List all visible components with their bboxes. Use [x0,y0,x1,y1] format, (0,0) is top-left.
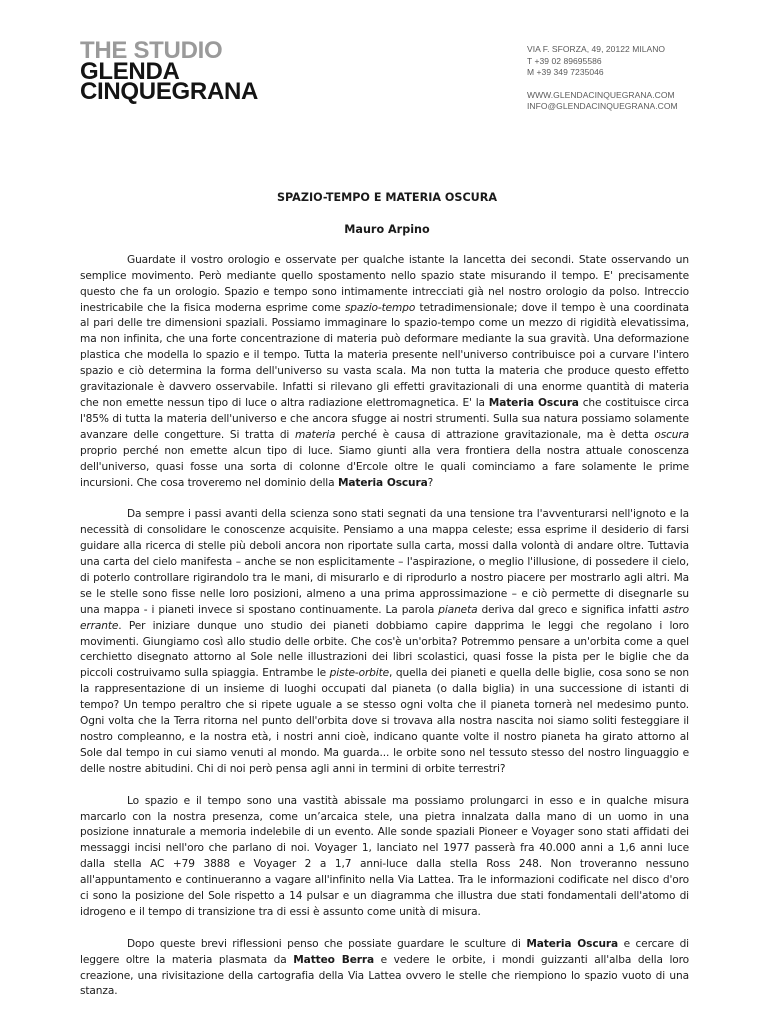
emphasis-bold: Materia Oscura [488,396,579,409]
paragraph-text: Da sempre i passi avanti della scienza sono stati segnati da una tensione tra l'avventurarsi nell'ignoto e la necessità di consolidare le conoscenze acquisite. Pensiamo a una mappa celeste; essa esprime il desiderio di farsi guidare alla ricerca di stelle più deboli ancora non riportate sulla carta, mossi dalla volontà di andare oltre. Tuttavia una carta del cielo manifesta – anche se non esplicitamente – l'aspirazione, o meglio l'illusione, di possedere il cielo, di poterlo controllare rigirandolo tra le mani, di misurarlo e di riprodurlo a nostro piacere per mostrarlo agli altri. Ma se le stelle sono fisse nelle loro posizioni, almeno a una prima approssimazione – e ciò permette di disegnarle su una mappa - i pianeti invece si spostano continuamente. La parola [80,508,689,616]
article-body [80,253,689,1001]
letterhead [0,0,768,120]
emphasis-bold: Materia Oscura [526,937,619,950]
emphasis-italic: materia [294,428,336,441]
emphasis-bold: Matteo Berra [293,953,374,966]
contact-block [527,44,678,113]
paragraph-text: perché è causa di attrazione gravitazionale, ma è detta [335,428,655,441]
paragraph-text: che costituisce circa l'85% di tutta la materia dell'universo e che ancora sfugge ai nostri strumenti. Sulla sua natura possiamo solamente avanzare delle congetture. Si tratta di [80,396,689,441]
article-paragraph [80,507,689,777]
article [80,190,689,1016]
contact-address: VIA F. SFORZA, 49, 20122 MILANO [527,44,666,54]
studio-logo [80,37,259,105]
article-paragraph [80,937,689,1001]
paragraph-text: Lo spazio e il tempo sono una vastità abissale ma possiamo prolungarci in esso e in qualche misura marcarlo con la nostra presenza, come un’arcaica stele, una pietra innalzata dalla mano di un uomo in una posizione innaturale a memoria indelebile di un evento. Alle sonde spaziali Pioneer e Voyager sono stati affidati dei messaggi incisi nell'oro che parlano di noi. Voyager 1, lanciato nel 1977 passerà fra 40.000 anni a 1,6 anni luce dalla stella AC +79 3888 e Voyager 2 a 1,7 anni-luce dalla stella Ross 248. Non troveranno nessuno all'appuntamento e continueranno a vagare all'infinito nella Via Lattea. Tra le informazioni codificate nel disco d'oro ci sono la posizione del Sole rispetto a 14 pulsar e un diagramma che illustra due stati fondamentali dell'atomo di idrogeno e il tempo di transizione tra di essi è assunto come unità di misura. [80,794,689,918]
paragraph-text: e vedere le orbite, i mondi guizzanti all'alba della loro creazione, una rivisitazione della cartografia della Via Lattea ovvero le stelle che riempiono lo spazio vuoto di una stanza. [80,953,689,998]
emphasis-italic: piste-orbite [329,667,390,680]
emphasis-bold: Materia Oscura [337,476,428,489]
paragraph-text: , quella dei pianeti e quella delle biglie, cosa sono se non la rappresentazione di un insieme di luoghi occupati dal pianeta (o dalla biglia) in una successione di istanti di tempo? Un tempo peraltro che si ripete uguale a se stesso ogni volta che il pianeta tornerà nel medesimo punto. Ogni volta che la Terra ritorna nel punto dell'orbita dove si trovava alla nostra nascita noi siamo soliti festeggiare il nostro compleanno, e la nostra età, i nostri anni cioè, indicano quante volte il nostro pianeta ha girato attorno al Sole dal tempo in cui siamo venuti al mondo. Ma guarda... le orbite sono nel tessuto stesso del nostro linguaggio e delle nostre abitudini. Chi di noi però pensa agli anni in termini di orbite terrestri? [80,667,689,775]
article-author: Mauro Arpino [344,222,430,236]
logo-line-glenda: GLENDA [80,57,180,85]
logo-line-the-studio: THE STUDIO [80,37,223,64]
contact-spacer [527,79,678,90]
paragraph-text: proprio perché non emette alcun tipo di luce. Siamo giunti alla vera frontiera della nostra attuale conoscenza dell'universo, quasi fosse una sorta di colonne d'Ercole oltre le quali cominciamo a fare solamente le prime incursioni. Che cosa troveremo nel dominio della [80,444,689,489]
emphasis-italic: astro errante [80,603,689,632]
logo-line-cinquegrana: CINQUEGRANA [80,78,259,105]
article-paragraph [80,253,689,492]
article-title: SPAZIO-TEMPO E MATERIA OSCURA [276,191,498,204]
paragraph-text: deriva dal greco e significa infatti [477,603,663,616]
emphasis-italic: oscura [654,428,689,441]
paragraph-text: Dopo queste brevi riflessioni penso che possiate guardare le sculture di [127,937,527,950]
contact-website-link[interactable]: WWW.GLENDACINQUEGRANA.COM [527,89,675,100]
emphasis-italic: spazio-tempo [344,301,416,314]
emphasis-italic: pianeta [438,603,478,616]
article-paragraph [80,794,689,921]
paragraph-text: Guardate il vostro orologio e osservate per qualche istante la lancetta dei secondi. State osservando un semplice movimento. Però mediante quello spostamento nello spazio state misurando il tempo. E' precisamente questo che fa un orologio. Spazio e tempo sono intimamente intrecciati già nel nostro orologio da polso. Intreccio inestricabile che la fisica moderna esprime come [80,253,689,314]
contact-phone: T +39 02 89695586 [527,55,602,66]
contact-email-link[interactable]: INFO@GLENDACINQUEGRANA.COM [527,101,678,111]
paragraph-text: e cercare di leggere oltre la materia plasmata da [80,937,690,966]
paragraph-text: ? [427,476,434,489]
paragraph-text: tetradimensionale; dove il tempo è una coordinata al pari delle tre dimensioni spaziali. Possiamo immaginare lo spazio-tempo come un mezzo di rigidità elevatissima, ma non infinita, che una forte concentrazione di materia può deformare mediante la sua gravità. Una deformazione plastica che modella lo spazio e il tempo. Tutta la materia presente nell'universo contribuisce poi a curvare l'intero spazio e ciò determina la forma dell'universo su vasta scala. Ma non tutta la materia che produce questo effetto gravitazionale è davvero osservabile. Infatti si rilevano gli effetti gravitazionali di una enorme quantità di materia che non emette nessun tipo di luce o altra radiazione elettromagnetica. E' la [80,301,689,409]
contact-mobile: M +39 349 7235046 [527,67,604,77]
paragraph-text: . Per iniziare dunque uno studio dei pianeti dobbiamo capire dapprima le leggi che regolano i loro movimenti. Giungiamo così allo studio delle orbite. Che cos'è un'orbita? Potremmo pensare a un'orbita come a quel cerchietto disegnato attorno al Sole nelle illustrazioni dei libri scolastici, quasi fosse la pista per le biglie che da piccoli costruivamo sulla spiaggia. Entrambe le [80,619,689,680]
